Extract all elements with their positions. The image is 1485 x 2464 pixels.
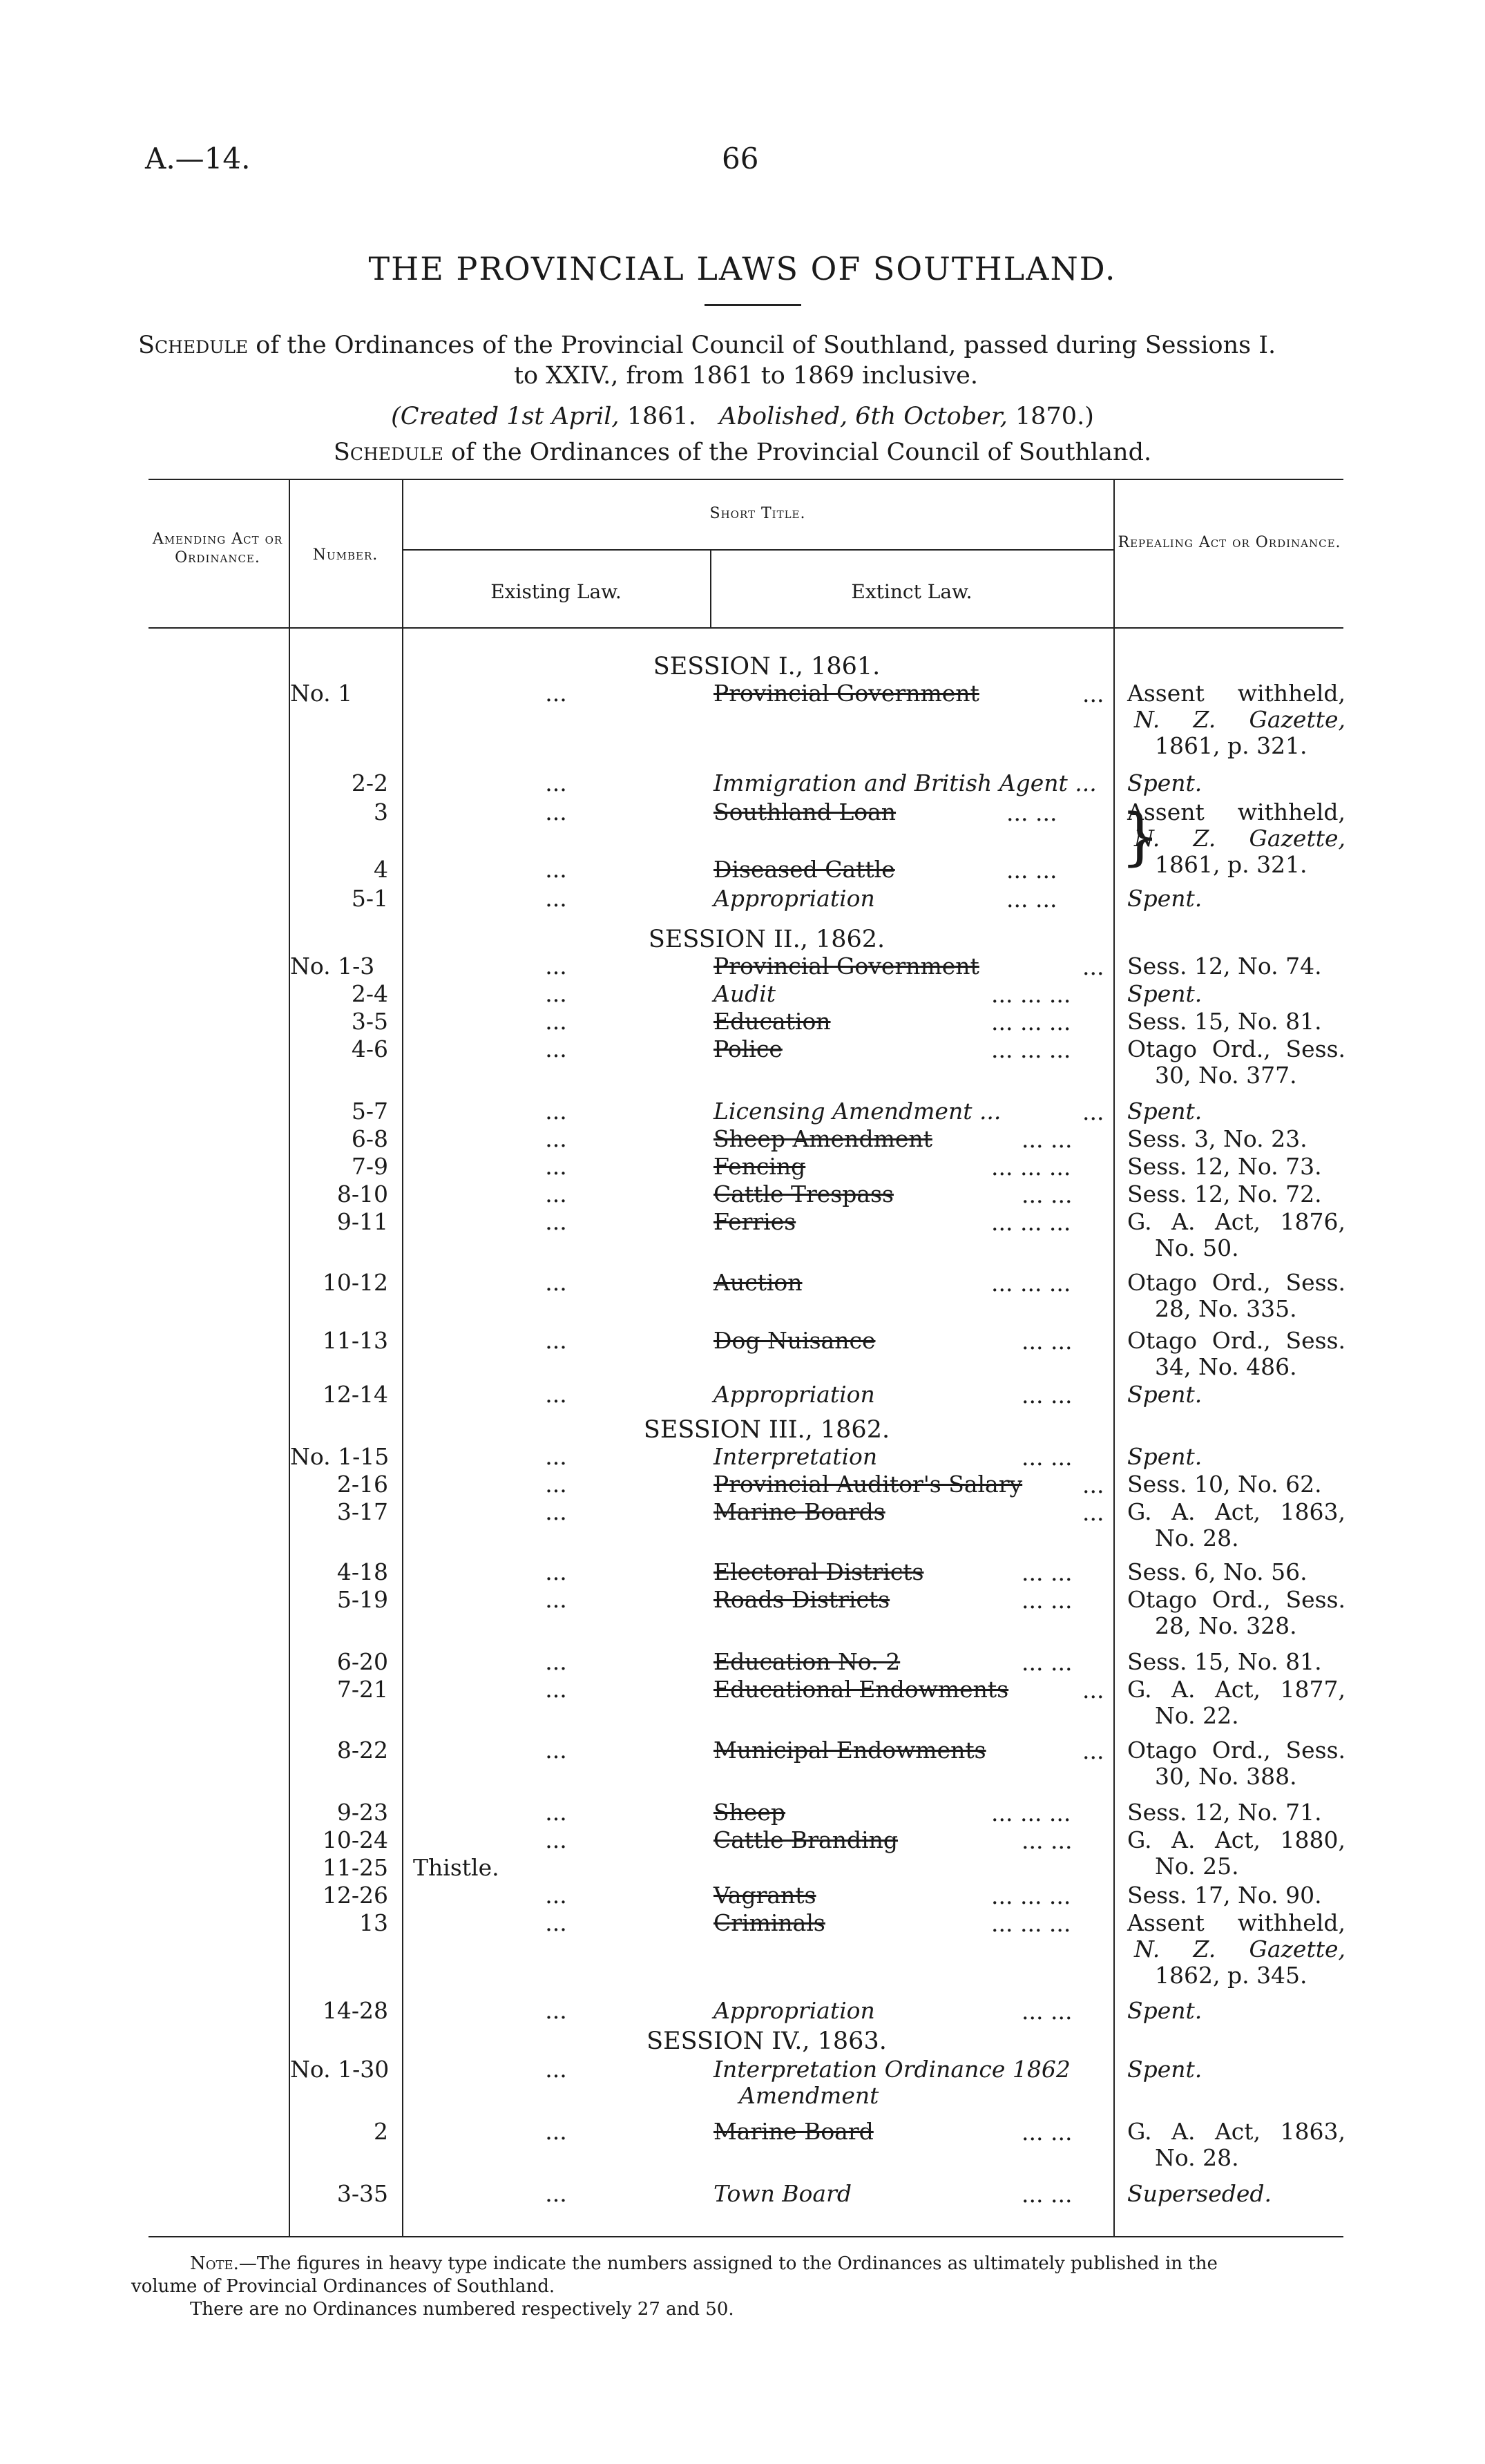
repealing-act-line: Spent. xyxy=(1127,1997,1203,2024)
header-amending: Amending Act or Ordinance. xyxy=(152,531,283,566)
repealing-act-line: No. 28. xyxy=(1155,2144,1239,2171)
leader-dots: ... xyxy=(1082,1677,1104,1703)
repealing-act-line: Assent withheld, xyxy=(1127,680,1345,707)
extinct-law-text: Interpretation Ordinance 1862 xyxy=(713,2056,1071,2083)
repealing-act-line: Spent. xyxy=(1127,1443,1203,1470)
existing-law-title: Thistle. xyxy=(413,1854,499,1881)
leader-dots: ... xyxy=(1082,1737,1104,1764)
repealing-act-line: No. 50. xyxy=(1155,1234,1239,1261)
existing-law-dots: ... xyxy=(545,1035,567,1062)
extinct-law-text: Appropriation xyxy=(713,885,875,912)
repealing-act-line: Assent withheld, xyxy=(1127,1909,1345,1936)
repealing-act xyxy=(1127,1677,1345,1729)
leader-dots: ... ... xyxy=(1006,886,1057,913)
leader-dots: ... xyxy=(1082,953,1104,980)
row-number: 11-25 xyxy=(322,1854,388,1881)
extinct-law-text: Interpretation xyxy=(713,1443,878,1470)
repealing-act xyxy=(1127,981,1345,1007)
leader-dots: ... xyxy=(1082,680,1104,707)
extinct-law-text: Provincial Government xyxy=(713,680,979,707)
existing-law-dots: ... xyxy=(545,2118,567,2145)
row-number: 7-9 xyxy=(351,1153,388,1180)
existing-law-dots: ... xyxy=(545,1153,567,1180)
repealing-act-line: G. A. Act, 1863, xyxy=(1127,2118,1345,2145)
leader-dots: ... ... xyxy=(1022,1827,1073,1854)
repealing-act-line: G. A. Act, 1863, xyxy=(1127,1498,1345,1525)
existing-law-dots: ... xyxy=(545,1737,567,1764)
note-text1: —The figures in heavy type indicate the numbers assigned to the Ordinances as ultimately published in the xyxy=(238,2253,1218,2274)
extinct-law-text: Sheep Amendment xyxy=(713,1125,932,1152)
existing-law-dots: ... xyxy=(545,1676,567,1703)
repealing-act-line: Sess. 6, No. 56. xyxy=(1127,1558,1307,1585)
repealing-act-line: 28, No. 335. xyxy=(1155,1295,1297,1322)
col-divider-2 xyxy=(402,479,403,2236)
existing-law-dots: ... xyxy=(545,1909,567,1936)
existing-law-dots: ... xyxy=(545,885,567,912)
repealing-act-line: Sess. 10, No. 62. xyxy=(1127,1471,1322,1498)
extinct-law-text: Criminals xyxy=(713,1909,825,1936)
row-number: 2-16 xyxy=(336,1471,388,1498)
extinct-law-text: Electoral Districts xyxy=(713,1558,924,1585)
existing-law-dots: ... xyxy=(545,1498,567,1525)
repealing-act-line: Otago Ord., Sess. xyxy=(1127,1737,1345,1764)
extinct-law-title xyxy=(713,1499,1114,1525)
leader-dots: ... ... xyxy=(1006,799,1057,826)
existing-law-dots: ... xyxy=(545,856,567,883)
schedule-lead: Schedule xyxy=(333,439,444,466)
repealing-act xyxy=(1127,799,1345,878)
leader-dots: ... ... xyxy=(1006,857,1057,884)
extinct-law-title xyxy=(713,1737,1114,1764)
existing-law-dots: ... xyxy=(545,980,567,1007)
existing-law-dots: ... xyxy=(545,770,567,796)
extinct-law-title xyxy=(713,770,1114,796)
extinct-law-text: Education xyxy=(713,1008,831,1035)
schedule-rest: of the Ordinances of the Provincial Council of Southland. xyxy=(451,439,1152,466)
leader-dots: ... ... ... xyxy=(991,981,1071,1008)
leader-dots: ... ... xyxy=(1022,1181,1073,1208)
existing-law-dots: ... xyxy=(545,1008,567,1035)
existing-law-dots: ... xyxy=(545,2180,567,2207)
extinct-law-text: Immigration and British Agent ... xyxy=(713,770,1097,796)
existing-law-dots: ... xyxy=(545,1181,567,1207)
repealing-act-line: Otago Ord., Sess. xyxy=(1127,1269,1345,1296)
page-title: THE PROVINCIAL LAWS OF SOUTHLAND. xyxy=(368,250,1117,287)
repealing-act xyxy=(1127,953,1345,980)
repealing-act xyxy=(1127,1098,1345,1125)
existing-law-dots: ... xyxy=(545,680,567,707)
leader-dots: ... ... ... xyxy=(991,1009,1071,1035)
extinct-law-text: Auction xyxy=(713,1269,803,1296)
repealing-act-line: Sess. 12, No. 73. xyxy=(1127,1153,1322,1180)
intro-lead: Schedule xyxy=(138,332,249,359)
abolished-label: Abolished, 6th October, xyxy=(719,403,1008,430)
existing-law-dots: ... xyxy=(545,2056,567,2083)
extinct-law-text: Sheep xyxy=(713,1799,786,1826)
table-header-rule xyxy=(148,627,1343,629)
repealing-act-line: 1861, p. 321. xyxy=(1155,851,1307,878)
row-number: 10-24 xyxy=(322,1826,388,1853)
repealing-act xyxy=(1127,886,1345,912)
repealing-act-line: 34, No. 486. xyxy=(1155,1353,1297,1380)
row-number: 9-23 xyxy=(336,1799,388,1826)
repealing-act xyxy=(1127,770,1345,796)
leader-dots: ... ... xyxy=(1022,1587,1073,1614)
header-number: Number. xyxy=(312,546,379,564)
leader-dots: ... ... xyxy=(1022,1559,1073,1586)
intro-paragraph xyxy=(138,330,1354,391)
repealing-act-line: 30, No. 377. xyxy=(1155,1062,1297,1089)
repealing-act xyxy=(1127,680,1345,759)
repealing-act xyxy=(1127,1737,1345,1790)
extinct-law-text: Cattle Trespass xyxy=(713,1181,894,1207)
repealing-act xyxy=(1127,1471,1345,1498)
leader-dots: ... ... ... xyxy=(991,1799,1071,1826)
extinct-law-text: Education No. 2 xyxy=(713,1648,901,1675)
document-code: A.—14. xyxy=(145,142,251,175)
extinct-law-text: Diseased Cattle xyxy=(713,856,895,883)
leader-dots: ... xyxy=(1082,1499,1104,1526)
col-divider-4 xyxy=(1113,479,1115,2236)
extinct-law-title xyxy=(713,1098,1114,1125)
existing-law-dots: ... xyxy=(545,1471,567,1498)
extinct-law-text: Roads Districts xyxy=(713,1586,890,1613)
leader-dots: ... xyxy=(1082,1098,1104,1125)
extinct-law-text: Marine Boards xyxy=(713,1498,885,1525)
existing-law-dots: ... xyxy=(545,953,567,980)
brace-bracket: } xyxy=(1120,801,1160,873)
repealing-act-line: Sess. 15, No. 81. xyxy=(1127,1648,1322,1675)
repealing-act-line: Otago Ord., Sess. xyxy=(1127,1035,1345,1062)
header-short-title: Short Title. xyxy=(709,505,806,522)
row-number: 3-17 xyxy=(336,1498,388,1525)
repealing-act-line: Sess. 15, No. 81. xyxy=(1127,1008,1322,1035)
repealing-act-line: Otago Ord., Sess. xyxy=(1127,1327,1345,1354)
title-rule xyxy=(705,304,801,306)
repealing-act-line: No. 22. xyxy=(1155,1702,1239,1729)
repealing-act-line: Sess. 12, No. 74. xyxy=(1127,953,1322,980)
row-number: 7-21 xyxy=(336,1676,388,1703)
repealing-act xyxy=(1127,1587,1345,1639)
note-label: Note. xyxy=(190,2253,239,2274)
row-number: 12-26 xyxy=(322,1882,388,1909)
header-existing-law: Existing Law. xyxy=(490,580,622,603)
extinct-law-text: Educational Endowments xyxy=(713,1676,1009,1703)
footnote-line3: There are no Ordinances numbered respectively 27 and 50. xyxy=(190,2299,734,2320)
row-number: 5-1 xyxy=(351,885,388,912)
existing-law-dots: ... xyxy=(545,1327,567,1354)
extinct-law-text: Southland Loan xyxy=(713,799,897,825)
extinct-law-title xyxy=(713,1677,1114,1703)
repealing-act-line: Spent. xyxy=(1127,980,1203,1007)
repealing-act xyxy=(1127,1209,1345,1261)
col-divider-1 xyxy=(289,479,290,2236)
repealing-act xyxy=(1127,1559,1345,1585)
leader-dots: ... ... xyxy=(1022,1649,1073,1676)
row-number: 2-4 xyxy=(351,980,388,1007)
header-extinct-law: Extinct Law. xyxy=(851,580,973,603)
extinct-law-text: Dog Nuisance xyxy=(713,1327,876,1354)
leader-dots: ... ... xyxy=(1022,1444,1073,1471)
row-number: 4-18 xyxy=(336,1558,388,1585)
leader-dots: ... ... ... xyxy=(991,1882,1071,1909)
row-number: 12-14 xyxy=(322,1381,388,1408)
repealing-act-line: 30, No. 388. xyxy=(1155,1763,1297,1790)
repealing-act xyxy=(1127,1181,1345,1207)
session-heading: SESSION II., 1862. xyxy=(648,926,885,953)
repealing-act-line: Spent. xyxy=(1127,1098,1203,1125)
short-title-rule xyxy=(402,549,1113,551)
repealing-act xyxy=(1127,1998,1345,2024)
repealing-act-line: N. Z. Gazette, xyxy=(1134,1936,1345,1962)
row-number: No. 1-15 xyxy=(290,1443,390,1470)
session-heading: SESSION IV., 1863. xyxy=(646,2027,887,2055)
extinct-law-text: Appropriation xyxy=(713,1381,875,1408)
leader-dots: ... xyxy=(1082,1471,1104,1498)
existing-law-dots: ... xyxy=(545,1882,567,1909)
existing-law-dots: ... xyxy=(545,1125,567,1152)
row-number: 11-13 xyxy=(322,1327,388,1354)
repealing-act-line: No. 25. xyxy=(1155,1853,1239,1880)
page-number: 66 xyxy=(722,142,759,175)
leader-dots: ... ... ... xyxy=(991,1036,1071,1063)
footnote-line1 xyxy=(190,2253,1350,2275)
repealing-act-line: Spent. xyxy=(1127,2056,1203,2083)
existing-law-dots: ... xyxy=(545,1208,567,1235)
row-number: 5-19 xyxy=(336,1586,388,1613)
row-number: 8-22 xyxy=(336,1737,388,1764)
repealing-act xyxy=(1127,1009,1345,1035)
leader-dots: ... ... xyxy=(1022,1382,1073,1408)
repealing-act-line: Sess. 12, No. 72. xyxy=(1127,1181,1322,1207)
existing-law-dots: ... xyxy=(545,1648,567,1675)
leader-dots: ... ... ... xyxy=(991,1910,1071,1937)
leader-dots: ... ... ... xyxy=(991,1209,1071,1236)
row-number: 4-6 xyxy=(351,1035,388,1062)
table-top-rule xyxy=(148,479,1343,480)
leader-dots: ... ... xyxy=(1022,1328,1073,1355)
repealing-act xyxy=(1127,1827,1345,1880)
repealing-act xyxy=(1127,1882,1345,1909)
header-repealing: Repealing Act or Ordinance. xyxy=(1118,534,1341,551)
row-number: 3-35 xyxy=(336,2180,388,2207)
row-number: 3-5 xyxy=(351,1008,388,1035)
row-number: No. 1-3 xyxy=(290,953,375,980)
extinct-law-text: Appropriation xyxy=(713,1997,875,2024)
repealing-act xyxy=(1127,1649,1345,1675)
existing-law-dots: ... xyxy=(545,1381,567,1408)
leader-dots: ... ... xyxy=(1022,1998,1073,2025)
existing-law-dots: ... xyxy=(545,1558,567,1585)
extinct-law-text: Provincial Government xyxy=(713,953,979,980)
extinct-law-text: Provincial Auditor's Salary xyxy=(713,1471,1023,1498)
footnote-line2: volume of Provincial Ordinances of Southland. xyxy=(131,2276,555,2297)
repealing-act-line: Sess. 3, No. 23. xyxy=(1127,1125,1307,1152)
leader-dots: ... ... xyxy=(1022,1126,1073,1153)
repealing-act-line: Spent. xyxy=(1127,770,1203,796)
existing-law-dots: ... xyxy=(545,1586,567,1613)
repealing-act xyxy=(1127,1154,1345,1180)
extinct-law-title xyxy=(713,953,1114,980)
extinct-law-text: Cattle Branding xyxy=(713,1826,899,1853)
row-number: 3 xyxy=(374,799,388,825)
repealing-act xyxy=(1127,2181,1345,2207)
extinct-law-text: Vagrants xyxy=(713,1882,816,1909)
extinct-law-text: Marine Board xyxy=(713,2118,874,2145)
row-number: No. 1 xyxy=(290,680,353,707)
row-number: 4 xyxy=(374,856,388,883)
row-number: 13 xyxy=(359,1909,388,1936)
repealing-act-line: No. 28. xyxy=(1155,1525,1239,1551)
repealing-act-line: G. A. Act, 1877, xyxy=(1127,1676,1345,1703)
repealing-act xyxy=(1127,2056,1345,2083)
extinct-law-title xyxy=(713,1471,1114,1498)
extinct-law-title xyxy=(713,2056,1114,2083)
extinct-law-title xyxy=(713,680,1114,707)
existing-law-dots: ... xyxy=(545,1799,567,1826)
existing-law-dots: ... xyxy=(545,1997,567,2024)
row-number: 9-11 xyxy=(336,1208,388,1235)
leader-dots: ... ... ... xyxy=(991,1270,1071,1297)
repealing-act xyxy=(1127,1499,1345,1551)
extinct-law-text: Fencing xyxy=(713,1153,806,1180)
repealing-act-line: Otago Ord., Sess. xyxy=(1127,1586,1345,1613)
repealing-act xyxy=(1127,2119,1345,2171)
extinct-law-text: Licensing Amendment ... xyxy=(713,1098,1002,1125)
row-number: 14-28 xyxy=(322,1997,388,2024)
repealing-act xyxy=(1127,1799,1345,1826)
extinct-law-text: Town Board xyxy=(713,2180,852,2207)
created-year: 1861. xyxy=(626,403,696,430)
repealing-act-line: G. A. Act, 1876, xyxy=(1127,1208,1345,1235)
extinct-law-title-continued: Amendment xyxy=(739,2082,879,2109)
row-number: 5-7 xyxy=(351,1098,388,1125)
repealing-act xyxy=(1127,1328,1345,1380)
repealing-act-line: Spent. xyxy=(1127,885,1203,912)
repealing-act xyxy=(1127,1036,1345,1089)
created-abolished-line xyxy=(0,403,1485,430)
row-number: 6-8 xyxy=(351,1125,388,1152)
repealing-act-line: N. Z. Gazette, xyxy=(1134,706,1345,733)
repealing-act-line: N. Z. Gazette, xyxy=(1134,825,1345,852)
created-label: (Created 1st April, xyxy=(391,403,620,430)
session-heading: SESSION I., 1861. xyxy=(653,653,881,680)
row-number: 8-10 xyxy=(336,1181,388,1207)
table-bottom-rule xyxy=(148,2236,1343,2237)
row-number: 2 xyxy=(374,2118,388,2145)
repealing-act-line: Spent. xyxy=(1127,1381,1203,1408)
abolished-year: 1870.) xyxy=(1015,403,1094,430)
row-number: 6-20 xyxy=(336,1648,388,1675)
repealing-act xyxy=(1127,1444,1345,1470)
repealing-act-line: 1861, p. 321. xyxy=(1155,732,1307,759)
repealing-act xyxy=(1127,1270,1345,1322)
repealing-act-line: Sess. 12, No. 71. xyxy=(1127,1799,1322,1826)
repealing-act-line: G. A. Act, 1880, xyxy=(1127,1826,1345,1853)
extinct-law-text: Police xyxy=(713,1035,783,1062)
leader-dots: ... ... xyxy=(1022,2181,1073,2208)
existing-law-dots: ... xyxy=(545,1098,567,1125)
row-number: No. 1-30 xyxy=(290,2056,390,2083)
row-number: 2-2 xyxy=(351,770,388,796)
row-number: 10-12 xyxy=(322,1269,388,1296)
existing-law-dots: ... xyxy=(545,1826,567,1853)
leader-dots: ... ... xyxy=(1022,2119,1073,2146)
extinct-law-text: Audit xyxy=(713,980,776,1007)
extinct-law-text: Municipal Endowments xyxy=(713,1737,986,1764)
leader-dots: ... ... ... xyxy=(991,1154,1071,1181)
intro-line2: to XXIV., from 1861 to 1869 inclusive. xyxy=(513,362,979,390)
repealing-act-line: Assent withheld, xyxy=(1127,799,1345,825)
repealing-act-line: Sess. 17, No. 90. xyxy=(1127,1882,1322,1909)
repealing-act xyxy=(1127,1910,1345,1989)
intro-line1: of the Ordinances of the Provincial Council of Southland, passed during Sessions I. xyxy=(256,332,1276,359)
repealing-act xyxy=(1127,1382,1345,1408)
session-heading: SESSION III., 1862. xyxy=(643,1416,890,1444)
existing-law-dots: ... xyxy=(545,1269,567,1296)
extinct-law-text: Ferries xyxy=(713,1208,796,1235)
repealing-act-line: 1862, p. 345. xyxy=(1155,1962,1307,1989)
existing-law-dots: ... xyxy=(545,1443,567,1470)
schedule-line xyxy=(0,439,1485,466)
existing-law-dots: ... xyxy=(545,799,567,825)
repealing-act xyxy=(1127,1126,1345,1152)
repealing-act-line: 28, No. 328. xyxy=(1155,1612,1297,1639)
repealing-act-line: Superseded. xyxy=(1127,2180,1272,2207)
